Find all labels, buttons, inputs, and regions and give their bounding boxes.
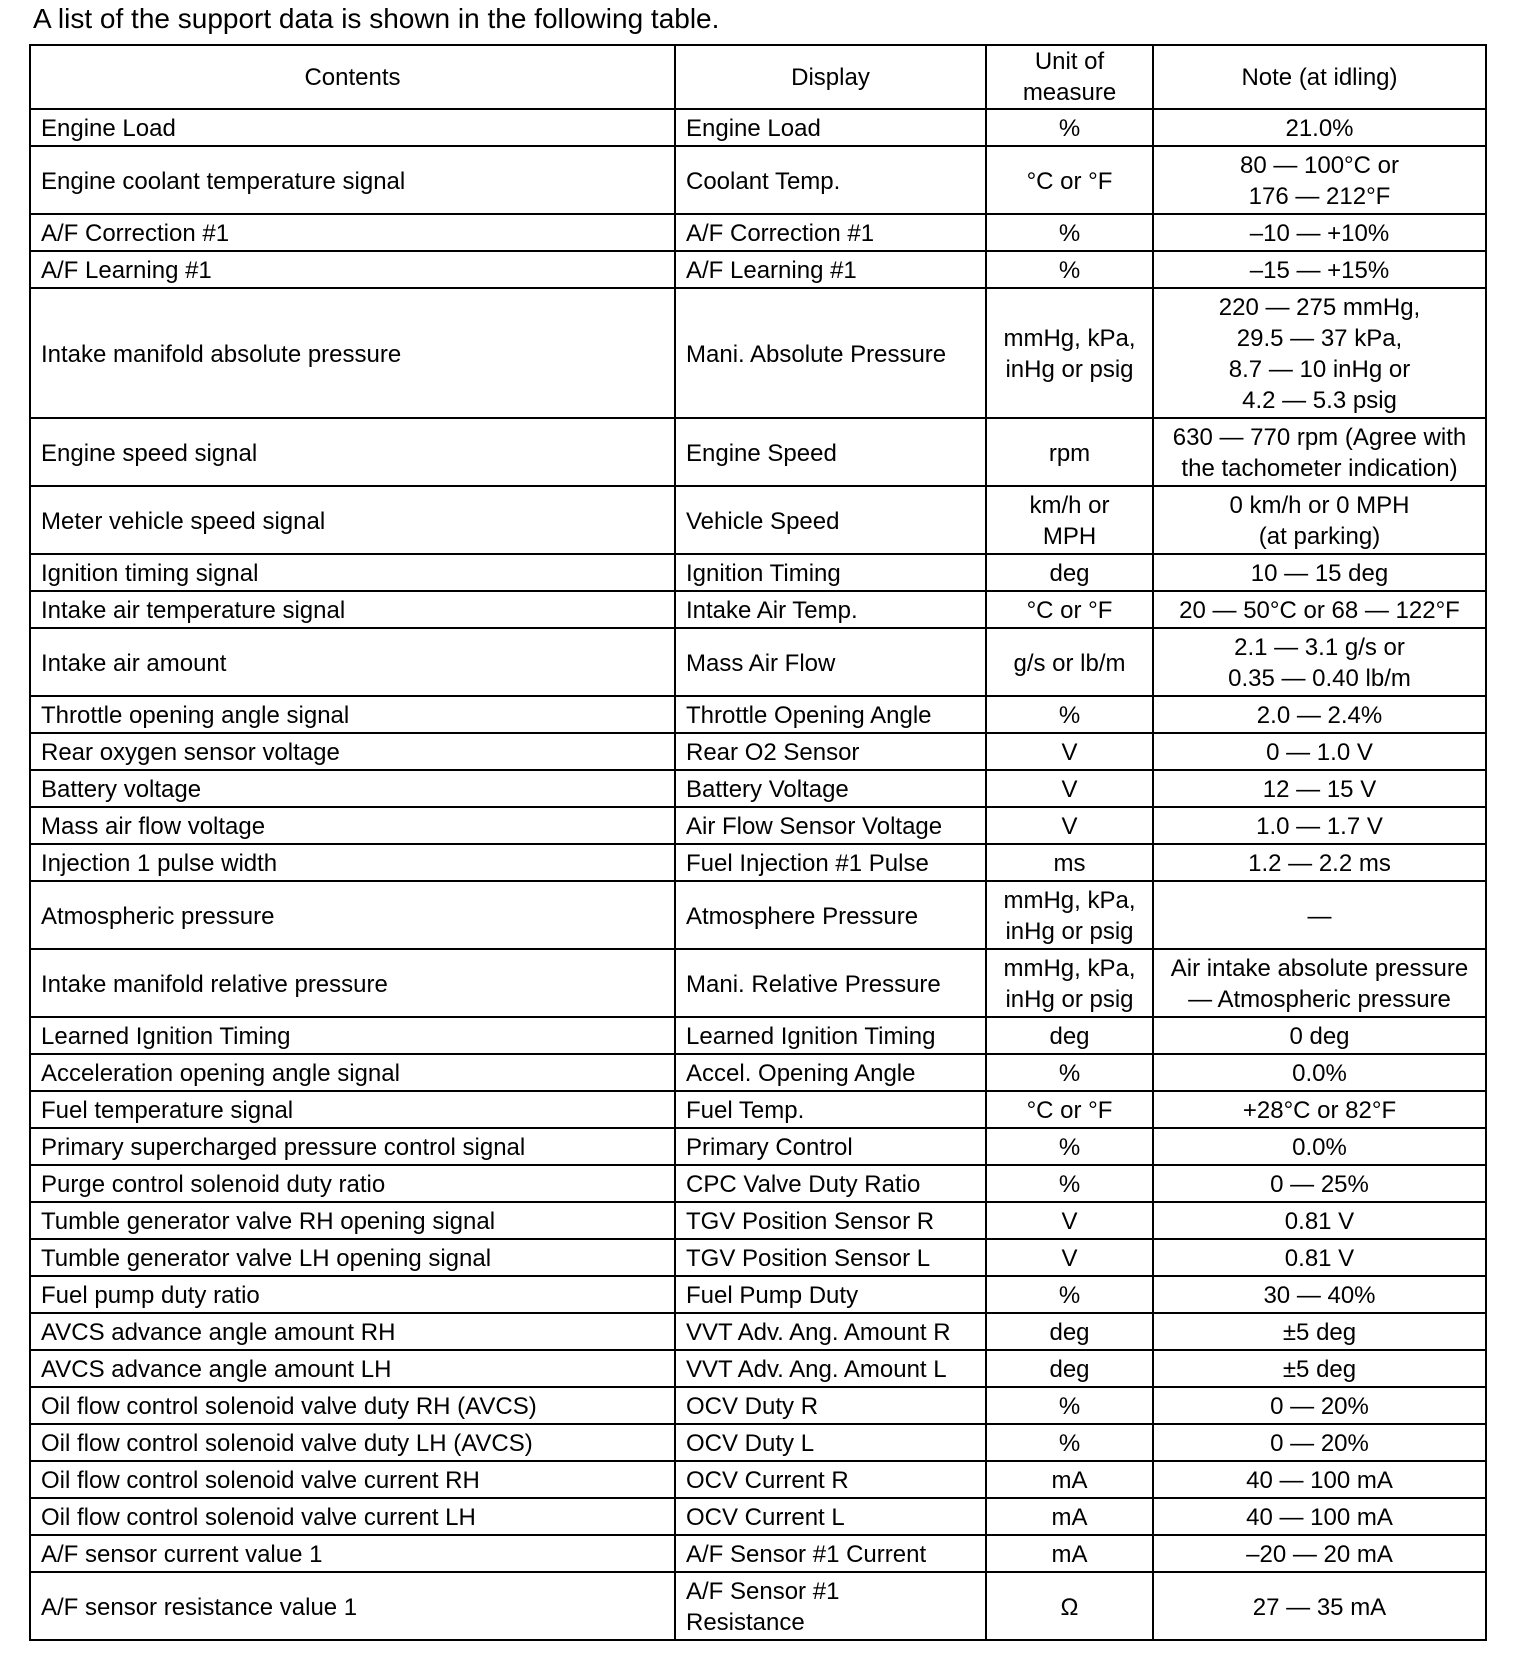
note-cell: 2.1 — 3.1 g/s or 0.35 — 0.40 lb/m	[1153, 628, 1486, 696]
table-row	[30, 1424, 1486, 1461]
unit-cell: mmHg, kPa, inHg or psig	[986, 881, 1153, 949]
table-row	[30, 1498, 1486, 1535]
unit-cell: deg	[986, 1350, 1153, 1387]
unit-cell: %	[986, 1128, 1153, 1165]
display-cell: OCV Current R	[675, 1461, 986, 1498]
note-cell: —	[1153, 881, 1486, 949]
note-cell: 1.0 — 1.7 V	[1153, 807, 1486, 844]
table-row	[30, 591, 1486, 628]
table-row	[30, 1461, 1486, 1498]
display-cell: TGV Position Sensor R	[675, 1202, 986, 1239]
display-cell: Fuel Temp.	[675, 1091, 986, 1128]
table-body	[30, 109, 1486, 1640]
unit-cell: %	[986, 1424, 1153, 1461]
display-cell: A/F Sensor #1 Current	[675, 1535, 986, 1572]
unit-cell: %	[986, 251, 1153, 288]
unit-cell: °C or °F	[986, 146, 1153, 214]
unit-cell: mA	[986, 1498, 1153, 1535]
unit-cell: mmHg, kPa, inHg or psig	[986, 949, 1153, 1017]
table-row	[30, 1054, 1486, 1091]
display-cell: Mass Air Flow	[675, 628, 986, 696]
display-cell: Engine Speed	[675, 418, 986, 486]
unit-cell: rpm	[986, 418, 1153, 486]
display-cell: Coolant Temp.	[675, 146, 986, 214]
header-contents: Contents	[30, 45, 675, 109]
display-cell: OCV Duty R	[675, 1387, 986, 1424]
unit-cell: V	[986, 770, 1153, 807]
contents-cell: Acceleration opening angle signal	[30, 1054, 675, 1091]
note-cell: 30 — 40%	[1153, 1276, 1486, 1313]
contents-cell: Purge control solenoid duty ratio	[30, 1165, 675, 1202]
header-note: Note (at idling)	[1153, 45, 1486, 109]
table-row	[30, 949, 1486, 1017]
table-row	[30, 109, 1486, 146]
note-cell: 40 — 100 mA	[1153, 1461, 1486, 1498]
table-row	[30, 1350, 1486, 1387]
unit-cell: ms	[986, 844, 1153, 881]
display-cell: Engine Load	[675, 109, 986, 146]
display-cell: Accel. Opening Angle	[675, 1054, 986, 1091]
note-cell: –10 — +10%	[1153, 214, 1486, 251]
note-cell: 10 — 15 deg	[1153, 554, 1486, 591]
unit-cell: Ω	[986, 1572, 1153, 1640]
contents-cell: Oil flow control solenoid valve duty LH (AVCS)	[30, 1424, 675, 1461]
header-unit: Unit of measure	[986, 45, 1153, 109]
display-cell: A/F Learning #1	[675, 251, 986, 288]
unit-cell: g/s or lb/m	[986, 628, 1153, 696]
contents-cell: Fuel pump duty ratio	[30, 1276, 675, 1313]
display-cell: Fuel Injection #1 Pulse	[675, 844, 986, 881]
display-cell: Mani. Absolute Pressure	[675, 288, 986, 418]
table-row	[30, 881, 1486, 949]
unit-cell: V	[986, 1202, 1153, 1239]
unit-cell: %	[986, 1054, 1153, 1091]
contents-cell: Oil flow control solenoid valve current RH	[30, 1461, 675, 1498]
display-cell: TGV Position Sensor L	[675, 1239, 986, 1276]
contents-cell: Meter vehicle speed signal	[30, 486, 675, 554]
table-row	[30, 418, 1486, 486]
table-row	[30, 1128, 1486, 1165]
table-row	[30, 251, 1486, 288]
contents-cell: Intake air temperature signal	[30, 591, 675, 628]
unit-cell: °C or °F	[986, 1091, 1153, 1128]
note-cell: 0.81 V	[1153, 1202, 1486, 1239]
note-cell: 0 deg	[1153, 1017, 1486, 1054]
unit-cell: deg	[986, 1313, 1153, 1350]
contents-cell: A/F sensor resistance value 1	[30, 1572, 675, 1640]
note-cell: 0 — 20%	[1153, 1387, 1486, 1424]
unit-cell: %	[986, 109, 1153, 146]
note-cell: 2.0 — 2.4%	[1153, 696, 1486, 733]
unit-cell: mA	[986, 1535, 1153, 1572]
display-cell: Atmosphere Pressure	[675, 881, 986, 949]
note-cell: 21.0%	[1153, 109, 1486, 146]
contents-cell: Intake manifold relative pressure	[30, 949, 675, 1017]
display-cell: Throttle Opening Angle	[675, 696, 986, 733]
contents-cell: Learned Ignition Timing	[30, 1017, 675, 1054]
display-cell: CPC Valve Duty Ratio	[675, 1165, 986, 1202]
unit-cell: V	[986, 807, 1153, 844]
table-row	[30, 696, 1486, 733]
display-cell: Battery Voltage	[675, 770, 986, 807]
display-cell: A/F Sensor #1 Resistance	[675, 1572, 986, 1640]
contents-cell: Tumble generator valve RH opening signal	[30, 1202, 675, 1239]
display-cell: Learned Ignition Timing	[675, 1017, 986, 1054]
display-cell: Air Flow Sensor Voltage	[675, 807, 986, 844]
display-cell: OCV Current L	[675, 1498, 986, 1535]
note-cell: +28°C or 82°F	[1153, 1091, 1486, 1128]
display-cell: Rear O2 Sensor	[675, 733, 986, 770]
display-cell: Ignition Timing	[675, 554, 986, 591]
note-cell: –15 — +15%	[1153, 251, 1486, 288]
contents-cell: AVCS advance angle amount LH	[30, 1350, 675, 1387]
contents-cell: Intake manifold absolute pressure	[30, 288, 675, 418]
contents-cell: A/F sensor current value 1	[30, 1535, 675, 1572]
note-cell: 0.0%	[1153, 1128, 1486, 1165]
display-cell: OCV Duty L	[675, 1424, 986, 1461]
note-cell: ±5 deg	[1153, 1313, 1486, 1350]
display-cell: Vehicle Speed	[675, 486, 986, 554]
contents-cell: A/F Correction #1	[30, 214, 675, 251]
note-cell: 0.81 V	[1153, 1239, 1486, 1276]
display-cell: VVT Adv. Ang. Amount L	[675, 1350, 986, 1387]
unit-cell: %	[986, 1276, 1153, 1313]
table-row	[30, 1202, 1486, 1239]
display-cell: Fuel Pump Duty	[675, 1276, 986, 1313]
contents-cell: Oil flow control solenoid valve duty RH (AVCS)	[30, 1387, 675, 1424]
note-cell: 40 — 100 mA	[1153, 1498, 1486, 1535]
note-cell: –20 — 20 mA	[1153, 1535, 1486, 1572]
display-cell: Primary Control	[675, 1128, 986, 1165]
note-cell: 12 — 15 V	[1153, 770, 1486, 807]
unit-cell: deg	[986, 554, 1153, 591]
note-cell: 0 km/h or 0 MPH (at parking)	[1153, 486, 1486, 554]
unit-cell: mmHg, kPa, inHg or psig	[986, 288, 1153, 418]
table-row	[30, 1572, 1486, 1640]
note-cell: 0 — 20%	[1153, 1424, 1486, 1461]
contents-cell: Engine speed signal	[30, 418, 675, 486]
display-cell: VVT Adv. Ang. Amount R	[675, 1313, 986, 1350]
table-row	[30, 628, 1486, 696]
table-row	[30, 733, 1486, 770]
note-cell: 27 — 35 mA	[1153, 1572, 1486, 1640]
unit-cell: °C or °F	[986, 591, 1153, 628]
contents-cell: Throttle opening angle signal	[30, 696, 675, 733]
table-row	[30, 146, 1486, 214]
contents-cell: Atmospheric pressure	[30, 881, 675, 949]
unit-cell: mA	[986, 1461, 1153, 1498]
contents-cell: Battery voltage	[30, 770, 675, 807]
contents-cell: Fuel temperature signal	[30, 1091, 675, 1128]
contents-cell: Injection 1 pulse width	[30, 844, 675, 881]
contents-cell: Rear oxygen sensor voltage	[30, 733, 675, 770]
table-row	[30, 1276, 1486, 1313]
note-cell: 0.0%	[1153, 1054, 1486, 1091]
unit-cell: deg	[986, 1017, 1153, 1054]
unit-cell: V	[986, 733, 1153, 770]
display-cell: A/F Correction #1	[675, 214, 986, 251]
note-cell: ±5 deg	[1153, 1350, 1486, 1387]
contents-cell: Primary supercharged pressure control signal	[30, 1128, 675, 1165]
table-row	[30, 1017, 1486, 1054]
unit-cell: km/h or MPH	[986, 486, 1153, 554]
contents-cell: Oil flow control solenoid valve current LH	[30, 1498, 675, 1535]
table-row	[30, 844, 1486, 881]
table-row	[30, 1535, 1486, 1572]
table-row	[30, 486, 1486, 554]
table-row	[30, 1239, 1486, 1276]
note-cell: 630 — 770 rpm (Agree with the tachometer indication)	[1153, 418, 1486, 486]
table-row	[30, 1313, 1486, 1350]
note-cell: 0 — 1.0 V	[1153, 733, 1486, 770]
note-cell: 80 — 100°C or 176 — 212°F	[1153, 146, 1486, 214]
unit-cell: %	[986, 1387, 1153, 1424]
contents-cell: Engine Load	[30, 109, 675, 146]
contents-cell: Mass air flow voltage	[30, 807, 675, 844]
note-cell: 220 — 275 mmHg, 29.5 — 37 kPa, 8.7 — 10 inHg or 4.2 — 5.3 psig	[1153, 288, 1486, 418]
header-display: Display	[675, 45, 986, 109]
unit-cell: %	[986, 214, 1153, 251]
display-cell: Intake Air Temp.	[675, 591, 986, 628]
unit-cell: V	[986, 1239, 1153, 1276]
table-row	[30, 554, 1486, 591]
header-row	[30, 45, 1486, 109]
unit-cell: %	[986, 1165, 1153, 1202]
intro-text: A list of the support data is shown in the following table.	[33, 3, 720, 34]
note-cell: 0 — 25%	[1153, 1165, 1486, 1202]
contents-cell: Engine coolant temperature signal	[30, 146, 675, 214]
unit-cell: %	[986, 696, 1153, 733]
contents-cell: Ignition timing signal	[30, 554, 675, 591]
note-cell: 1.2 — 2.2 ms	[1153, 844, 1486, 881]
table-row	[30, 1091, 1486, 1128]
table-row	[30, 1165, 1486, 1202]
note-cell: 20 — 50°C or 68 — 122°F	[1153, 591, 1486, 628]
table-row	[30, 214, 1486, 251]
table-row	[30, 807, 1486, 844]
note-cell: Air intake absolute pressure — Atmospheric pressure	[1153, 949, 1486, 1017]
support-data-table	[29, 44, 1487, 1641]
table-row	[30, 288, 1486, 418]
display-cell: Mani. Relative Pressure	[675, 949, 986, 1017]
contents-cell: Intake air amount	[30, 628, 675, 696]
contents-cell: A/F Learning #1	[30, 251, 675, 288]
table-row	[30, 1387, 1486, 1424]
contents-cell: Tumble generator valve LH opening signal	[30, 1239, 675, 1276]
table-row	[30, 770, 1486, 807]
contents-cell: AVCS advance angle amount RH	[30, 1313, 675, 1350]
